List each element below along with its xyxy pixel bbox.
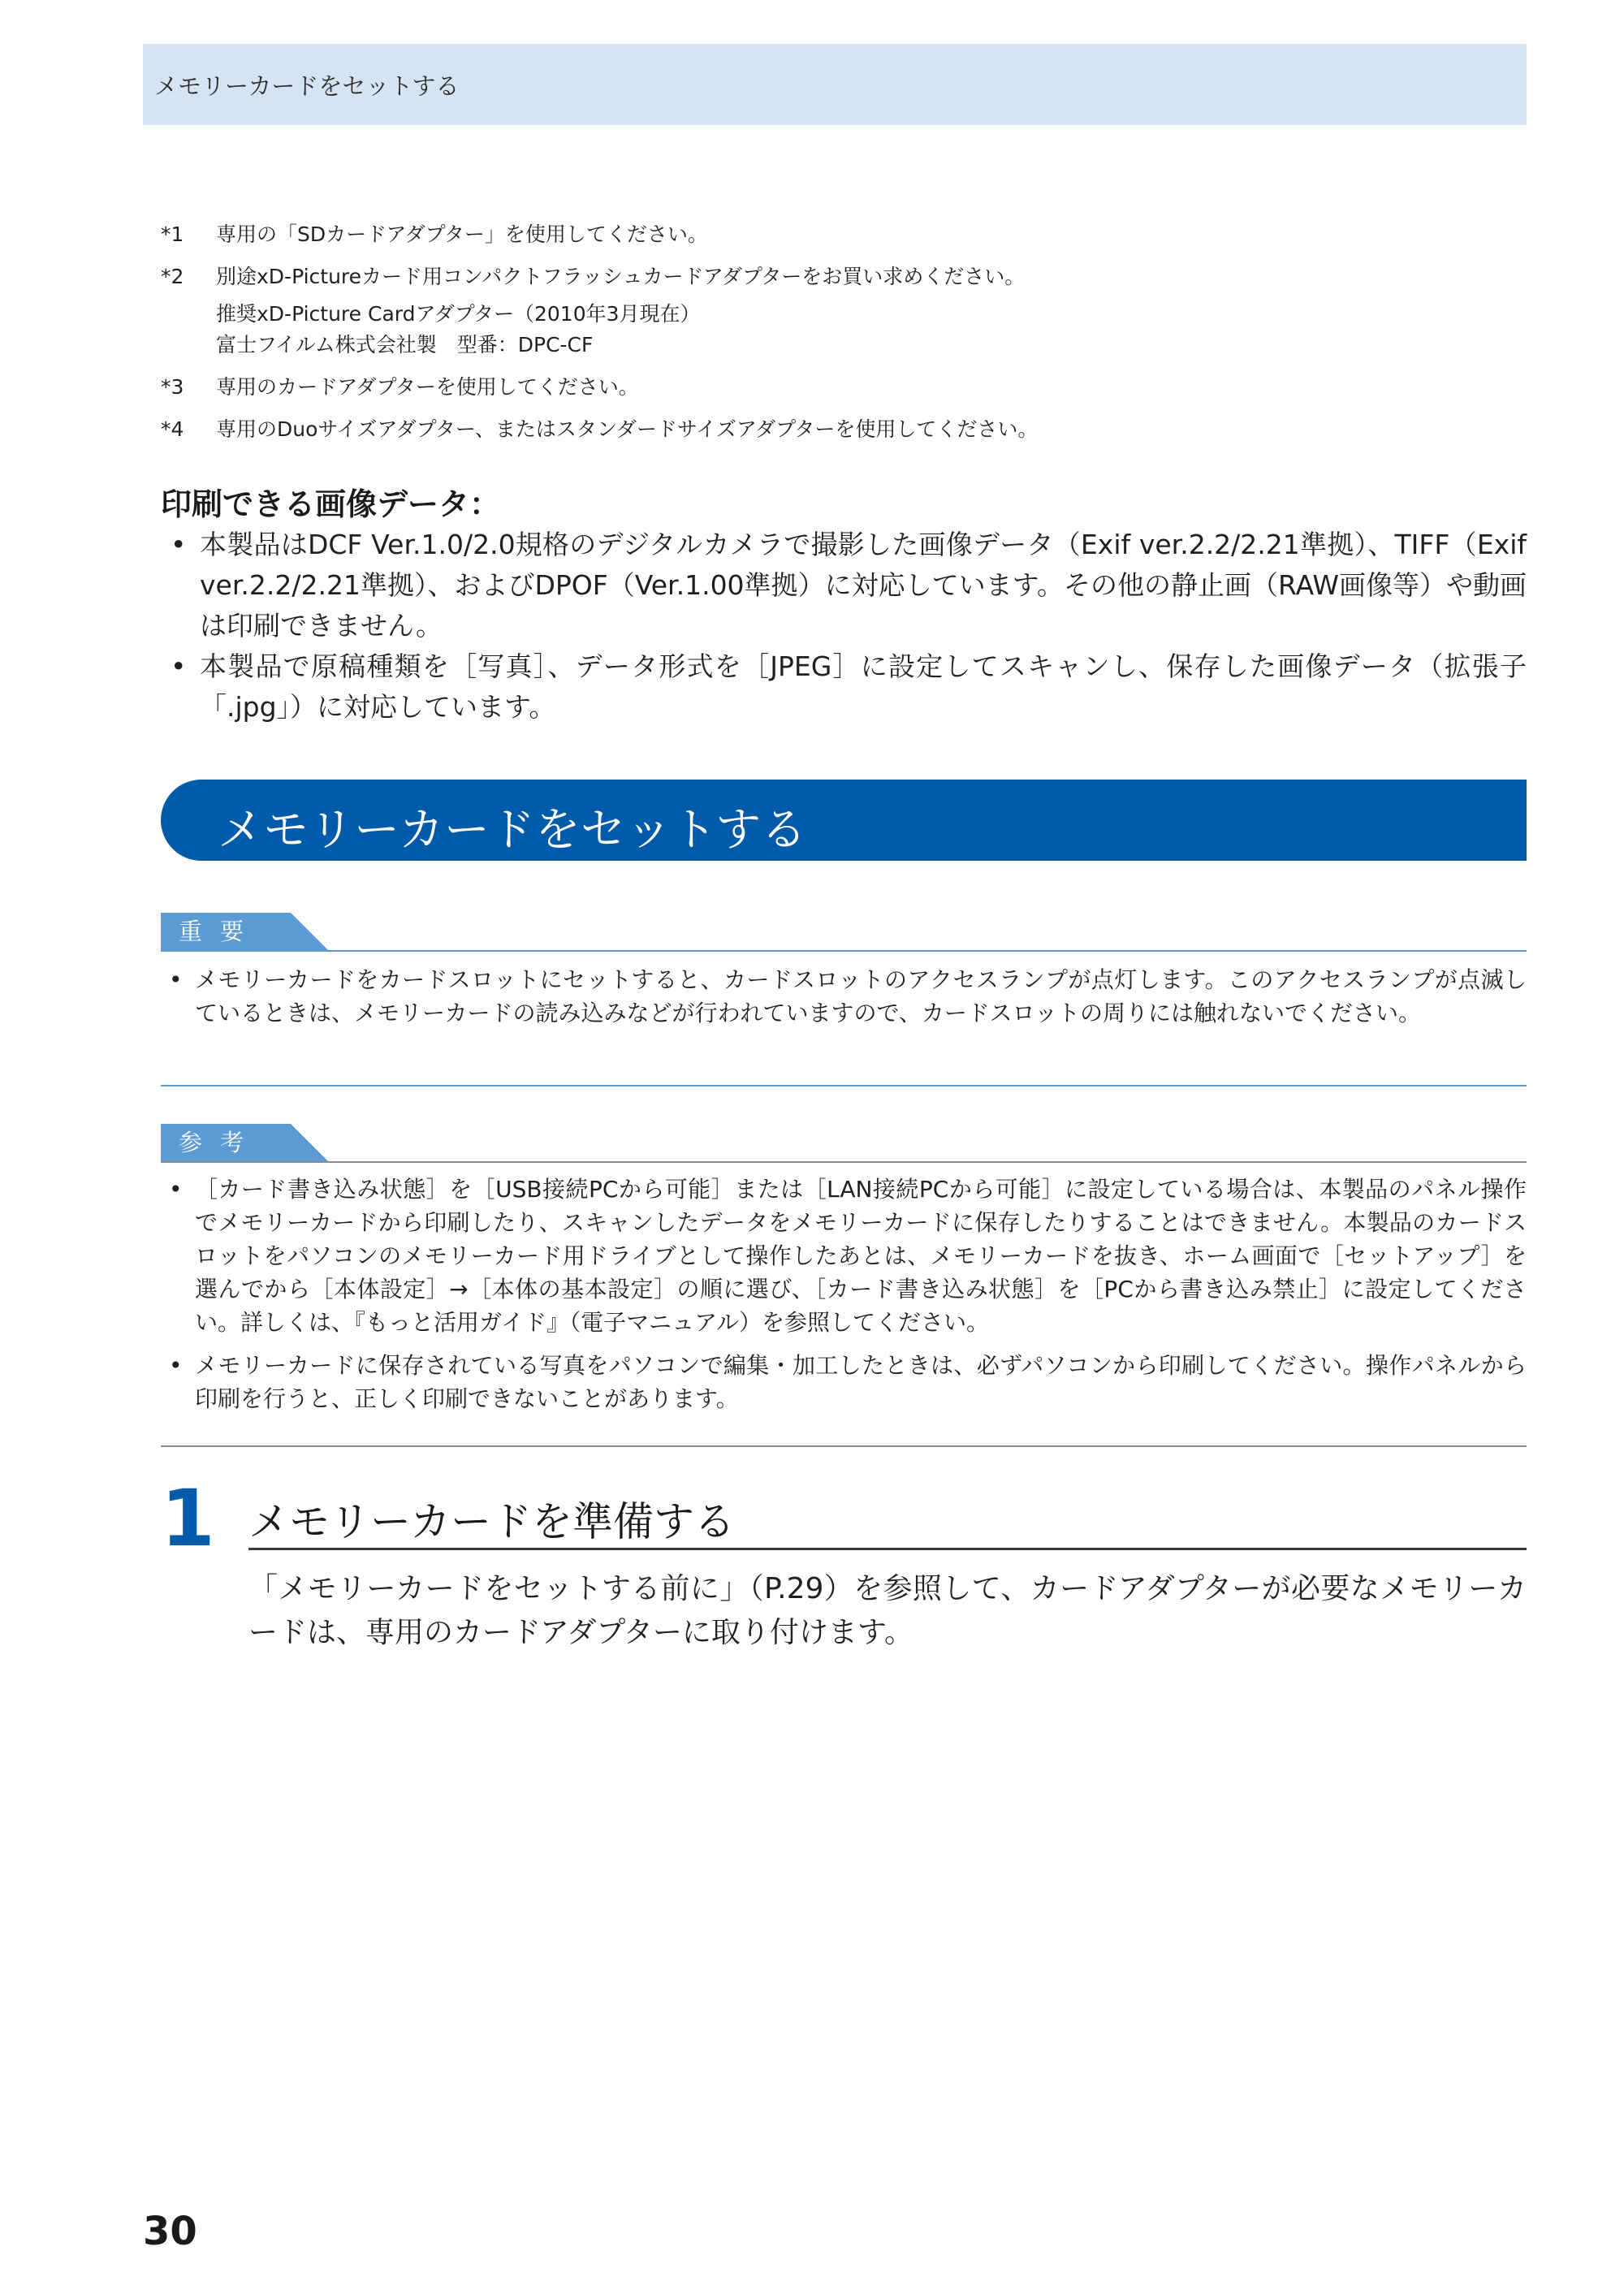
bullet-icon: • (171, 650, 187, 682)
tag-corner-icon (291, 913, 328, 950)
printable-data-heading: 印刷できる画像データ： (161, 486, 501, 522)
step-title: メモリーカードを準備する (248, 1498, 735, 1545)
footnote-text: 別途xD-Pictureカード用コンパクトフラッシュカードアダプターをお買い求めください。 (216, 265, 1026, 288)
list-item-text: メモリーカードをカードスロットにセットすると、カードスロットのアクセスランプが点灯します。このアクセスランプが点滅しているときは、メモリーカードの読み込みなどが行われていますので、カードスロットの周りには触れないでください。 (195, 966, 1527, 1026)
footnote-2 (161, 261, 1525, 292)
list-item (166, 646, 1527, 728)
list-item-text: 本製品で原稿種類を［写真］、データ形式を［JPEG］に設定してスキャンし、保存した画像データ（拡張子「.jpg」）に対応しています。 (200, 650, 1527, 723)
printable-data-list (166, 525, 1527, 728)
section-banner (161, 780, 1527, 861)
running-header (143, 44, 1527, 125)
step-body: 「メモリーカードをセットする前に」（P.29）を参照して、カードアダプターが必要なメモリーカードは、専用のカードアダプターに取り付けます。 (248, 1572, 1527, 1649)
bullet-icon: • (169, 1176, 183, 1203)
footnote-2-sub-1: 推奨xD-Picture Cardアダプター（2010年3月現在） (216, 302, 701, 326)
footnotes (161, 219, 1525, 445)
list-item (166, 1173, 1527, 1339)
list-item-text: 本製品はDCF Ver.1.0/2.0規格のデジタルカメラで撮影した画像データ（Exif ver.2.2/2.21準拠）、TIFF（Exif ver.2.2/2.21準拠）、およびDPOF（Ver.1.00準拠）に対応しています。その他の静止画（RAW画像等）や動画は印刷できません。 (200, 529, 1527, 642)
footnote-mark: *4 (161, 417, 184, 441)
footnote-mark: *1 (161, 222, 184, 246)
important-notes (166, 963, 1527, 1030)
footnote-text: 専用のDuoサイズアダプター、またはスタンダードサイズアダプターを使用してください。 (216, 417, 1039, 441)
divider (161, 1161, 1527, 1163)
running-header-title: メモリーカードをセットする (154, 72, 460, 100)
section-banner-title: メモリーカードをセットする (218, 804, 807, 857)
list-item (166, 525, 1527, 646)
list-item-text: メモリーカードに保存されている写真をパソコンで編集・加工したときは、必ずパソコンから印刷してください。操作パネルから印刷を行うと、正しく印刷できないことがあります。 (195, 1352, 1527, 1412)
divider (161, 950, 1527, 952)
bullet-icon: • (169, 966, 183, 993)
footnote-2-sub-2: 富士フイルム株式会社製 型番：DPC-CF (216, 333, 594, 356)
footnote-mark: *3 (161, 375, 184, 399)
footnote-1 (161, 219, 1525, 250)
footnote-text: 専用の「SDカードアダプター」を使用してください。 (216, 222, 708, 246)
footnote-mark: *2 (161, 265, 184, 288)
reference-label: 参考 (161, 1124, 291, 1161)
divider (248, 1548, 1527, 1550)
reference-notes (166, 1173, 1527, 1415)
bullet-icon: • (171, 529, 187, 560)
divider (161, 1445, 1527, 1447)
footnote-4 (161, 414, 1525, 445)
bullet-icon: • (169, 1352, 183, 1379)
footnote-3 (161, 372, 1525, 403)
divider (161, 1085, 1527, 1087)
list-item (166, 963, 1527, 1030)
footnote-text: 専用のカードアダプターを使用してください。 (216, 375, 639, 399)
page-number: 30 (143, 2209, 197, 2254)
reference-tag-row (161, 1124, 1527, 1163)
important-tag-row (161, 913, 1527, 952)
step-number: 1 (161, 1473, 215, 1564)
list-item (166, 1349, 1527, 1415)
important-label: 重要 (161, 913, 291, 950)
tag-corner-icon (291, 1124, 328, 1161)
list-item-text: ［カード書き込み状態］を［USB接続PCから可能］または［LAN接続PCから可能］に設定している場合は、本製品のパネル操作でメモリーカードから印刷したり、スキャンしたデータをメモリーカードに保存したりすることはできません。本製品のカードスロットをパソコンのメモリーカード用ドライブとして操作したあとは、メモリーカードを抜き、ホーム画面で［セットアップ］を選んでから［本体設定］→［本体の基本設定］の順に選び、［カード書き込み状態］を［PCから書き込み禁止］に設定してください。詳しくは、『もっと活用ガイド』（電子マニュアル）を参照してください。 (195, 1176, 1527, 1336)
